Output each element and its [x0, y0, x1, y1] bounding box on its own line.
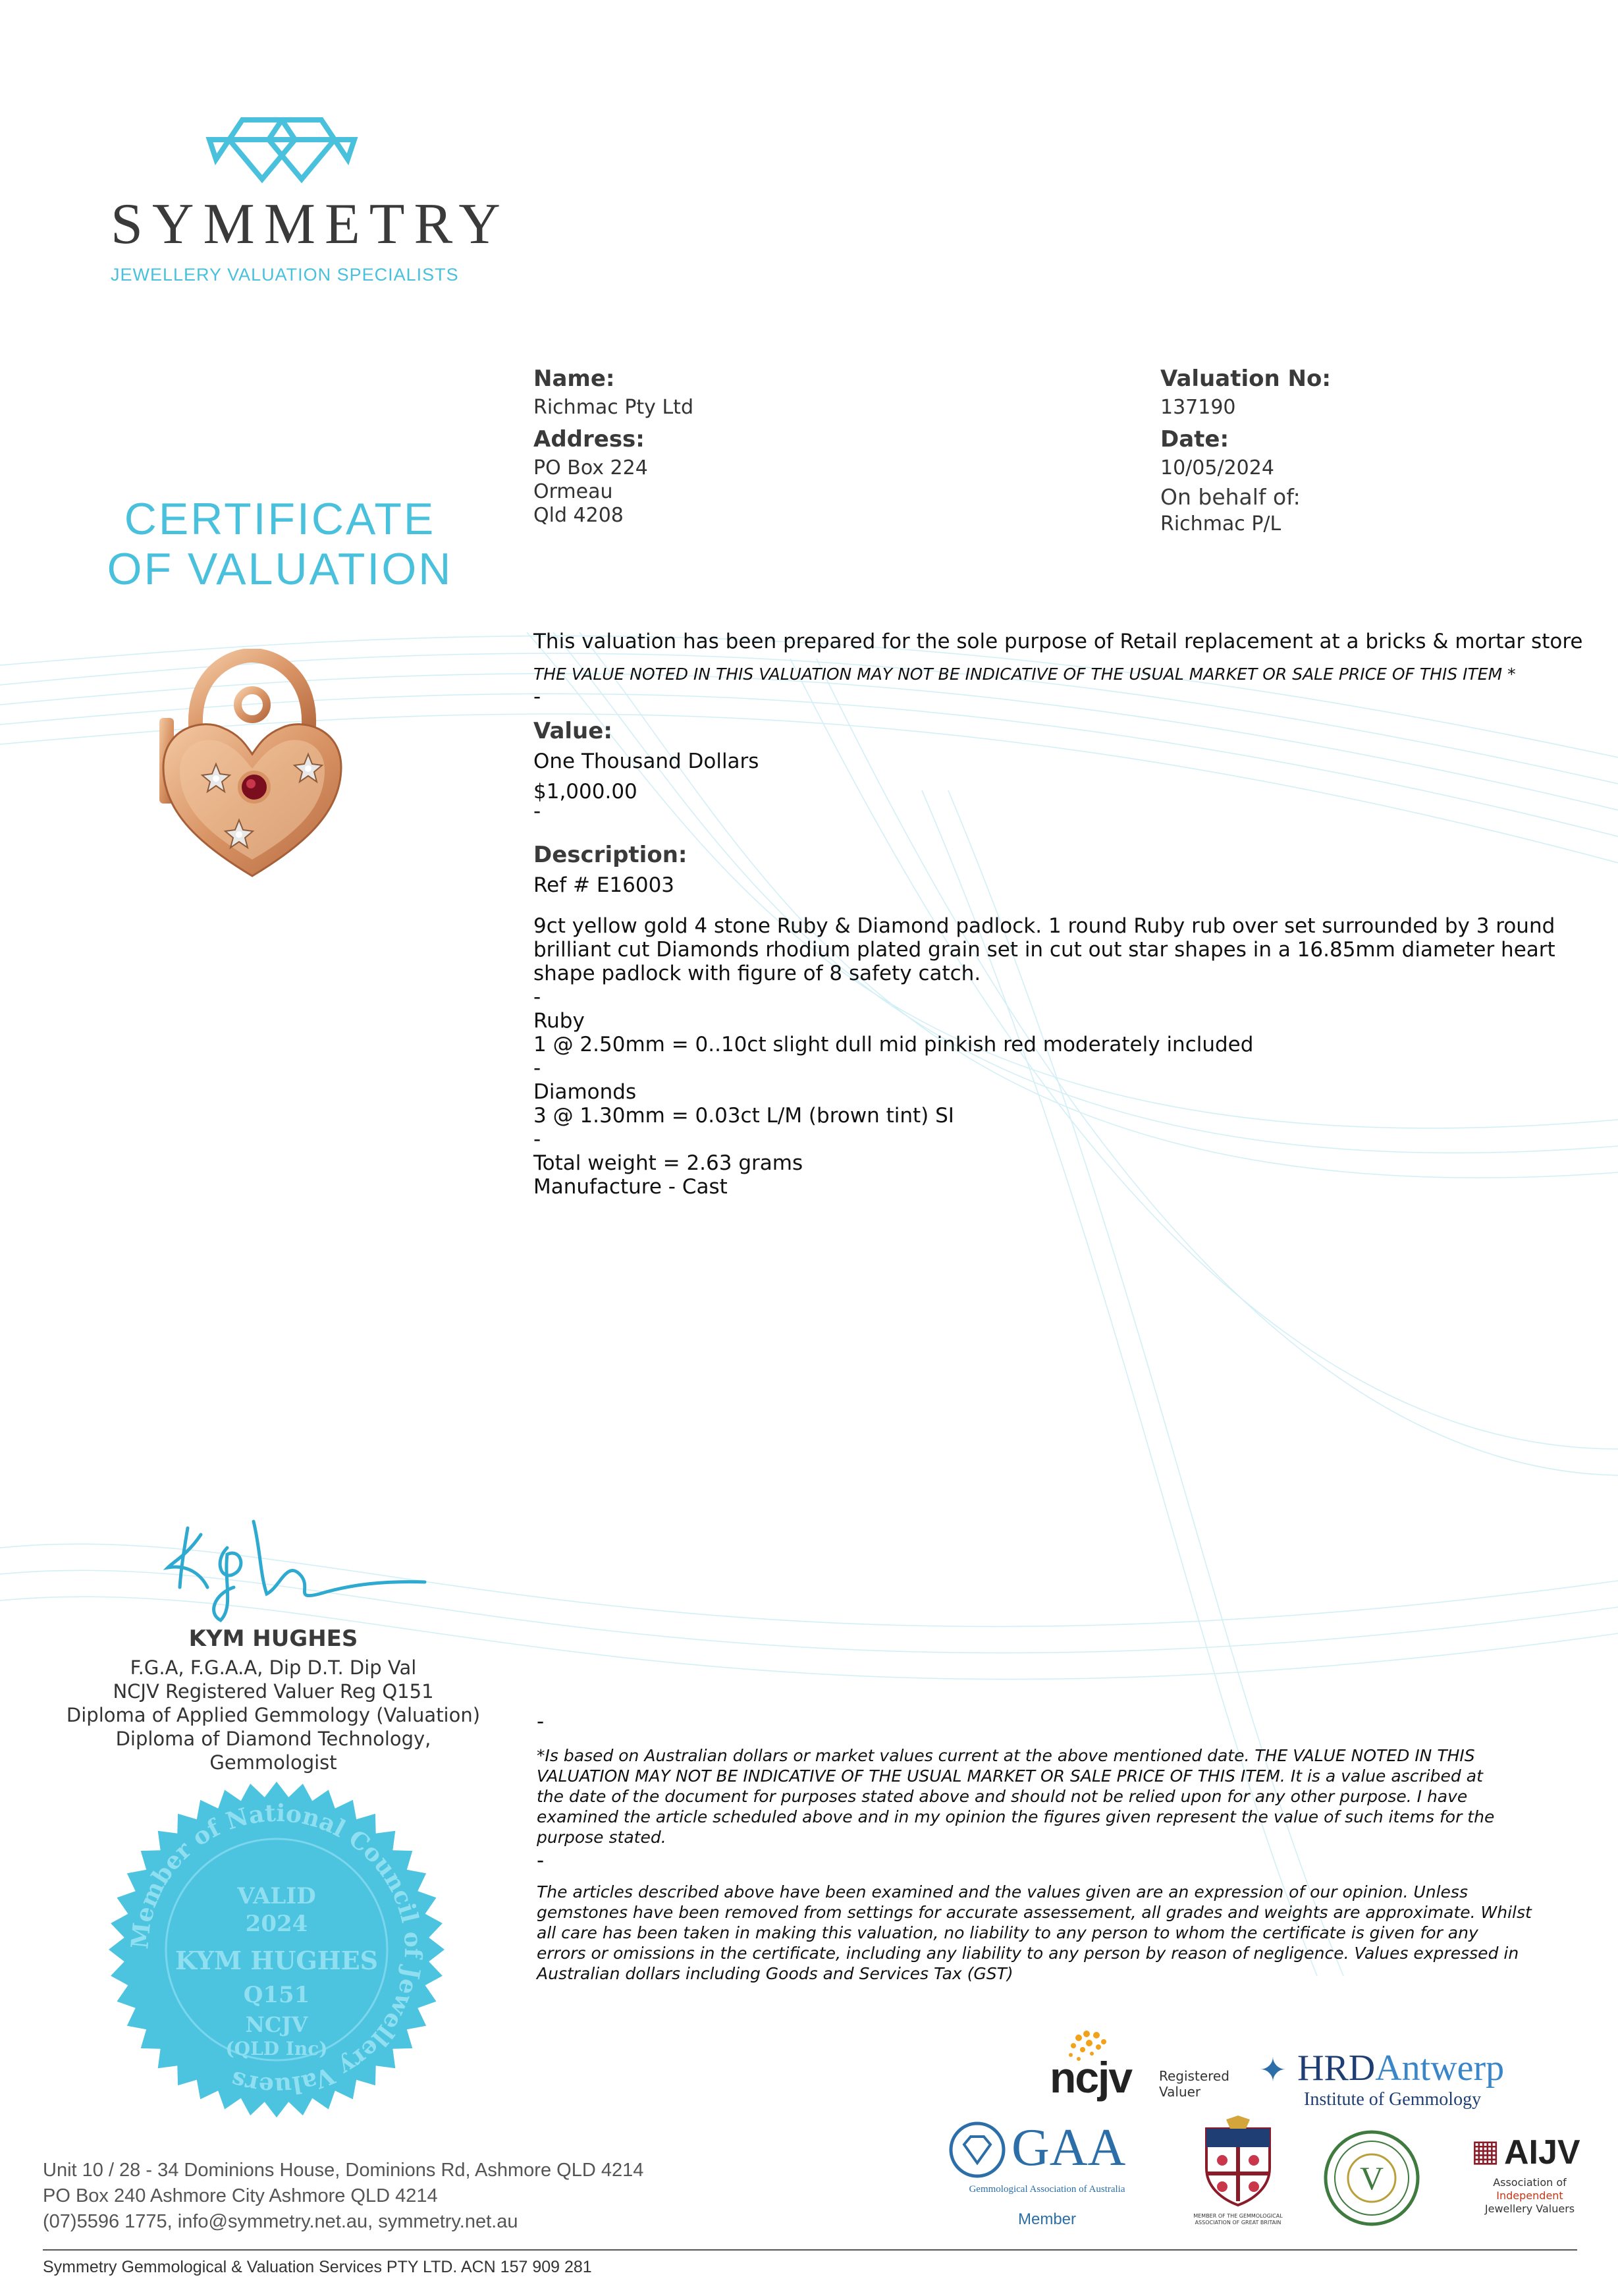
separator-dash: -	[537, 1710, 545, 1734]
seal-line-3: KYM HUGHES	[175, 1946, 379, 1975]
footnote-2-line-5: Australian dollars including Goods and Services Tax (GST)	[537, 1964, 1013, 1983]
valuation-date: 10/05/2024	[1160, 456, 1274, 479]
valuer-credential-5: Gemmologist	[209, 1751, 337, 1774]
antwerp-wordmark: Antwerp	[1375, 2048, 1505, 2089]
footnote-1-line-4: examined the article scheduled above and in my opinion the figures given represent the value of such items for the	[537, 1807, 1495, 1826]
aijv-sub-2: Independent	[1496, 2189, 1563, 2202]
aijv-sub-3: Jewellery Valuers	[1484, 2202, 1575, 2215]
footnote-2-line-1: The articles described above have been examined and the values given are an expression of our opinion. Unless	[537, 1882, 1468, 1901]
separator-dash: -	[533, 1056, 541, 1080]
gaa-subtitle: Gemmological Association of Australia	[969, 2184, 1125, 2195]
separator-dash: -	[537, 1849, 545, 1872]
behalf-label: On behalf of:	[1160, 484, 1301, 510]
seal-line-1: VALID	[237, 1883, 316, 1909]
aijv-badge	[1467, 2133, 1592, 2225]
value-amount: $1,000.00	[533, 780, 637, 804]
seal-line-4: Q151	[243, 1982, 310, 2008]
ncjv-wordmark: ncjv	[1050, 2053, 1132, 2102]
address-line-1: PO Box 224	[533, 456, 648, 479]
gaa-badge	[948, 2121, 1146, 2233]
description-line-2: brilliant cut Diamonds rhodium plated grain set in cut out star shapes in a 16.85mm diameter heart	[533, 938, 1555, 962]
footnote-2-line-3: all care has been taken in making this valuation, no liability to any person to whom the certificate is given for any	[537, 1923, 1478, 1942]
valuer-credential-1: F.G.A, F.G.A.A, Dip D.T. Dip Val	[130, 1656, 417, 1679]
logo-wordmark: SYMMETRY	[111, 192, 510, 256]
company-address-line-2: PO Box 240 Ashmore City Ashmore QLD 4214	[43, 2185, 438, 2206]
gaa-wordmark: GAA	[1011, 2119, 1126, 2177]
heart-padlock-image	[150, 649, 354, 889]
description-line-1: 9ct yellow gold 4 stone Ruby & Diamond padlock. 1 round Ruby rub over set surrounded by 3 round	[533, 914, 1555, 938]
hrd-subtitle: Institute of Gemmology	[1304, 2089, 1482, 2110]
diamonds-detail: 3 @ 1.30mm = 0.03ct L/M (brown tint) SI	[533, 1104, 954, 1128]
aijv-sub-1: Association of	[1493, 2176, 1567, 2189]
seal-line-5: NCJV	[245, 2012, 308, 2037]
manufacture: Manufacture - Cast	[533, 1175, 728, 1199]
separator-dash: -	[533, 985, 541, 1009]
valuer-name: KYM HUGHES	[188, 1626, 358, 1652]
separator-dash: -	[533, 1128, 541, 1151]
separator-dash: -	[533, 800, 541, 823]
ruby-detail: 1 @ 2.50mm = 0..10ct slight dull mid pinkish red moderately included	[533, 1033, 1254, 1056]
aijv-grid-icon: ▦	[1471, 2133, 1500, 2168]
name-label: Name:	[533, 366, 615, 392]
company-footer: Symmetry Gemmological & Valuation Services PTY LTD. ACN 157 909 281	[43, 2258, 592, 2276]
seal-ring-text: Member of National Council of Jewellery Valuers	[126, 1799, 427, 2100]
address-line-3: Qld 4208	[533, 504, 624, 527]
ncjv-valuer-seal	[105, 1778, 448, 2121]
value-in-words: One Thousand Dollars	[533, 750, 759, 773]
hrd-star-icon: ✦	[1259, 2051, 1287, 2089]
value-disclaimer: THE VALUE NOTED IN THIS VALUATION MAY NOT BE INDICATIVE OF THE USUAL MARKET OR SALE PRICE OF THIS ITEM *	[533, 665, 1516, 684]
hrd-antwerp-badge	[1259, 2047, 1536, 2113]
footnote-2-line-2: gemstones have been removed from settings for accurate assessement, all grades and weights are approximate. Whilst	[537, 1903, 1532, 1922]
footnote-1-line-3: the date of the document for purposes stated above and should not be relied upon for any other purpose. I have	[537, 1787, 1468, 1806]
company-address-line-1: Unit 10 / 28 - 34 Dominions House, Dominions Rd, Ashmore QLD 4214	[43, 2160, 644, 2181]
ncjv-sub-2: Valuer	[1159, 2084, 1201, 2100]
footer-divider	[43, 2249, 1577, 2251]
aijv-wordmark: AIJV	[1504, 2133, 1580, 2172]
description-line-3: shape padlock with figure of 8 safety catch.	[533, 962, 981, 985]
date-label: Date:	[1160, 426, 1229, 452]
separator-dash: -	[533, 685, 541, 709]
value-label: Value:	[533, 718, 612, 744]
gaa-member-label: Member	[1017, 2210, 1077, 2228]
ncjv-sub-1: Registered	[1159, 2068, 1229, 2084]
seal-line-2: 2024	[245, 1911, 308, 1937]
valuers-round-badge	[1322, 2129, 1421, 2228]
valuer-credential-4: Diploma of Diamond Technology,	[115, 1728, 431, 1750]
valuation-number: 137190	[1160, 396, 1236, 419]
valuers-v-letter: V	[1359, 2160, 1384, 2197]
fga-subtitle: MEMBER OF THE GEMMOLOGICAL ASSOCIATION OF GREAT BRITAIN	[1193, 2213, 1283, 2226]
total-weight: Total weight = 2.63 grams	[533, 1151, 803, 1175]
description-label: Description:	[533, 842, 688, 868]
certificate-title-line1: CERTIFICATE	[124, 494, 436, 544]
ncjv-badge	[1047, 2029, 1251, 2101]
footnote-2-line-4: errors or omissions in the certificate, including any liability to any person by reason of negligence. Values expressed in	[537, 1944, 1519, 1963]
logo-tagline: JEWELLERY VALUATION SPECIALISTS	[111, 265, 459, 285]
company-contact-line: (07)5596 1775, info@symmetry.net.au, symmetry.net.au	[43, 2211, 518, 2232]
certificate-title-line2: OF VALUATION	[107, 544, 453, 594]
symmetry-logo-icon	[203, 113, 361, 192]
item-reference: Ref # E16003	[533, 873, 675, 897]
client-name: Richmac Pty Ltd	[533, 396, 693, 419]
fga-crest-badge	[1185, 2116, 1291, 2234]
seal-line-6: (QLD Inc)	[225, 2038, 328, 2060]
crest-icon	[1200, 2116, 1276, 2208]
behalf-value: Richmac P/L	[1160, 512, 1281, 535]
diamonds-label: Diamonds	[533, 1080, 637, 1104]
address-line-2: Ormeau	[533, 480, 613, 503]
valuation-purpose: This valuation has been prepared for the sole purpose of Retail replacement at a bricks & mortar store	[533, 630, 1583, 653]
valuation-number-label: Valuation No:	[1160, 366, 1331, 392]
footnote-1-line-1: *Is based on Australian dollars or market values current at the above mentioned date. THE VALUE NOTED IN THIS	[537, 1746, 1475, 1765]
ruby-label: Ruby	[533, 1009, 585, 1033]
hrd-wordmark: HRD	[1297, 2048, 1376, 2089]
valuer-credential-3: Diploma of Applied Gemmology (Valuation)	[66, 1704, 481, 1726]
valuer-credential-2: NCJV Registered Valuer Reg Q151	[113, 1680, 434, 1703]
address-label: Address:	[533, 426, 645, 452]
gaa-diamond-icon	[948, 2121, 1006, 2179]
valuer-signature	[161, 1508, 438, 1627]
footnote-1-line-5: purpose stated.	[537, 1828, 666, 1847]
footnote-1-line-2: VALUATION MAY NOT BE INDICATIVE OF THE USUAL MARKET OR SALE PRICE OF THIS ITEM. It is a value ascribed at	[537, 1766, 1483, 1786]
